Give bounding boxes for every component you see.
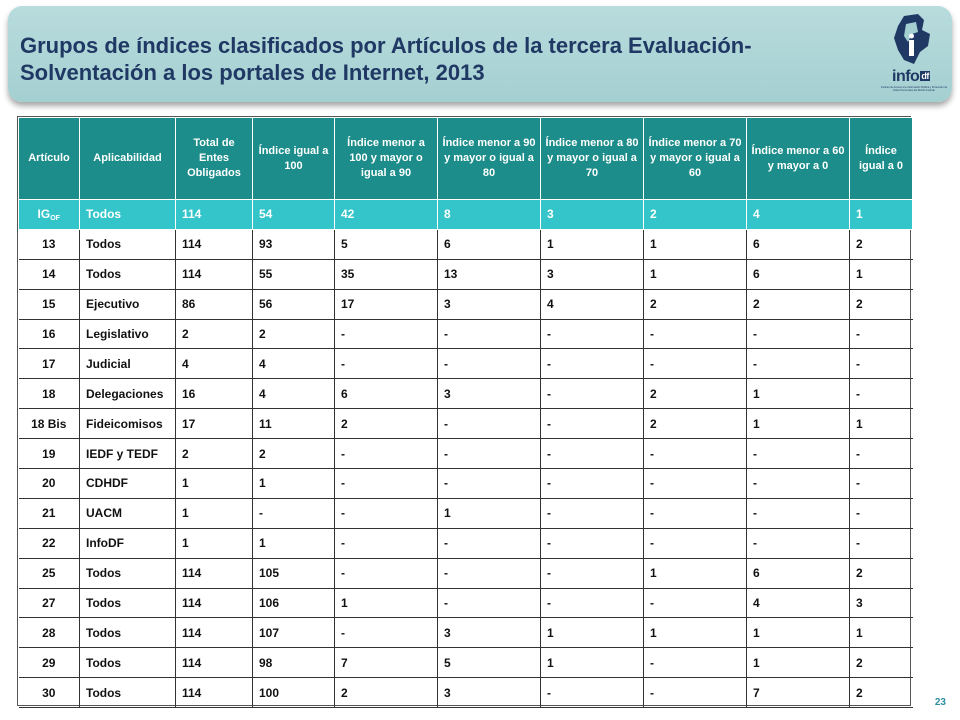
table-cell: 1 <box>438 498 541 528</box>
table-cell: Todos <box>80 618 176 648</box>
table-cell: 3 <box>541 259 644 289</box>
table-cell: - <box>253 498 335 528</box>
table-cell: 1 <box>850 618 913 648</box>
table-cell: 28 <box>19 618 80 648</box>
table-cell: 13 <box>19 229 80 259</box>
index-table <box>18 117 913 708</box>
table-cell: 2 <box>253 319 335 349</box>
table-cell: 17 <box>335 289 438 319</box>
table-header-row <box>19 118 913 200</box>
table-cell: - <box>850 379 913 409</box>
table-cell: 18 <box>19 379 80 409</box>
table-cell: - <box>541 469 644 499</box>
table-cell: 21 <box>19 498 80 528</box>
table-cell: - <box>541 439 644 469</box>
table-cell: 114 <box>176 200 253 230</box>
table-cell: - <box>850 349 913 379</box>
table-cell: 35 <box>335 259 438 289</box>
table-row <box>19 469 913 499</box>
table-cell: 11 <box>253 409 335 439</box>
table-cell: - <box>644 469 747 499</box>
table-cell: 5 <box>335 229 438 259</box>
table-cell: 2 <box>850 558 913 588</box>
table-cell: Judicial <box>80 349 176 379</box>
table-row <box>19 289 913 319</box>
table-cell: 1 <box>850 200 913 230</box>
logo-emblem-icon <box>874 12 950 72</box>
table-cell: - <box>850 469 913 499</box>
table-cell: - <box>541 319 644 349</box>
table-cell: - <box>335 349 438 379</box>
table-cell: 1 <box>850 409 913 439</box>
column-header: Total de Entes Obligados <box>176 118 253 200</box>
table-cell: 1 <box>747 379 850 409</box>
table-row <box>19 319 913 349</box>
table-cell: 114 <box>176 259 253 289</box>
table-cell: Todos <box>80 678 176 708</box>
table-cell: 27 <box>19 588 80 618</box>
table-cell: Todos <box>80 259 176 289</box>
table-cell: 6 <box>747 259 850 289</box>
table-cell: 15 <box>19 289 80 319</box>
table-cell: 114 <box>176 678 253 708</box>
table-cell: 42 <box>335 200 438 230</box>
table-cell: 1 <box>747 648 850 678</box>
table-cell: 2 <box>850 678 913 708</box>
table-cell: - <box>438 558 541 588</box>
table-cell: 3 <box>541 200 644 230</box>
table-cell: 4 <box>747 200 850 230</box>
table-cell: 29 <box>19 648 80 678</box>
table-cell: Todos <box>80 558 176 588</box>
table-cell: - <box>541 678 644 708</box>
table-cell: 114 <box>176 618 253 648</box>
table-cell: 1 <box>176 498 253 528</box>
column-header: Artículo <box>19 118 80 200</box>
table-cell: 2 <box>253 439 335 469</box>
table-cell: 7 <box>747 678 850 708</box>
table-cell: 13 <box>438 259 541 289</box>
table-cell: 1 <box>747 618 850 648</box>
table-cell: - <box>644 648 747 678</box>
table-cell: 17 <box>176 409 253 439</box>
column-header: Índice menor a 100 y mayor o igual a 90 <box>335 118 438 200</box>
table-cell: 3 <box>438 618 541 648</box>
table-cell: 2 <box>644 409 747 439</box>
table-cell: 2 <box>335 409 438 439</box>
table-cell: - <box>335 498 438 528</box>
table-cell: - <box>850 439 913 469</box>
table-row <box>19 379 913 409</box>
table-cell: CDHDF <box>80 469 176 499</box>
table-cell: 3 <box>850 588 913 618</box>
table-cell: 100 <box>253 678 335 708</box>
table-cell: - <box>644 678 747 708</box>
column-header: Índice menor a 80 y mayor o igual a 70 <box>541 118 644 200</box>
table-cell: 1 <box>253 469 335 499</box>
table-cell: 6 <box>335 379 438 409</box>
table-cell: - <box>541 498 644 528</box>
table-row <box>19 259 913 289</box>
column-header: Aplicabilidad <box>80 118 176 200</box>
table-cell: 1 <box>541 618 644 648</box>
table-row <box>19 558 913 588</box>
index-table-frame <box>17 116 911 706</box>
table-cell: 107 <box>253 618 335 648</box>
table-cell: Legislativo <box>80 319 176 349</box>
table-cell: Todos <box>80 588 176 618</box>
table-cell: - <box>541 588 644 618</box>
table-cell: 1 <box>541 648 644 678</box>
table-cell: - <box>644 588 747 618</box>
table-row <box>19 498 913 528</box>
table-cell: 56 <box>253 289 335 319</box>
table-cell: 14 <box>19 259 80 289</box>
column-header: Índice menor a 70 y mayor o igual a 60 <box>644 118 747 200</box>
table-cell: 1 <box>644 259 747 289</box>
table-cell: 3 <box>438 289 541 319</box>
table-cell: 5 <box>438 648 541 678</box>
table-cell: - <box>747 319 850 349</box>
table-cell: 1 <box>644 229 747 259</box>
table-cell: 1 <box>335 588 438 618</box>
table-cell: 106 <box>253 588 335 618</box>
table-cell: - <box>541 349 644 379</box>
page-number: 23 <box>934 697 946 708</box>
table-cell: 4 <box>253 349 335 379</box>
table-cell: - <box>644 498 747 528</box>
table-cell: 4 <box>747 588 850 618</box>
table-cell: UACM <box>80 498 176 528</box>
table-cell: - <box>335 558 438 588</box>
table-cell: - <box>335 618 438 648</box>
table-cell: Fideicomisos <box>80 409 176 439</box>
table-cell: - <box>850 498 913 528</box>
table-cell: 2 <box>747 289 850 319</box>
table-cell: - <box>541 558 644 588</box>
table-cell: - <box>541 379 644 409</box>
title-banner <box>8 6 952 102</box>
table-cell: 30 <box>19 678 80 708</box>
table-row <box>19 349 913 379</box>
table-cell: 22 <box>19 528 80 558</box>
table-cell: 54 <box>253 200 335 230</box>
table-cell: 1 <box>644 558 747 588</box>
table-cell: 2 <box>335 678 438 708</box>
column-header: Índice igual a 100 <box>253 118 335 200</box>
table-cell: 2 <box>850 648 913 678</box>
table-cell: - <box>747 528 850 558</box>
table-row <box>19 229 913 259</box>
table-cell: 114 <box>176 229 253 259</box>
table-cell: - <box>850 319 913 349</box>
table-cell: 3 <box>438 379 541 409</box>
infodf-logo <box>874 12 950 98</box>
table-cell: 6 <box>438 229 541 259</box>
table-cell: 1 <box>644 618 747 648</box>
table-cell: 1 <box>176 528 253 558</box>
table-cell: 16 <box>19 319 80 349</box>
table-cell: 1 <box>541 229 644 259</box>
summary-row <box>19 200 913 230</box>
table-cell: 6 <box>747 229 850 259</box>
column-header: Índice igual a 0 <box>850 118 913 200</box>
table-cell: $IG_{OF}$ <box>19 200 80 230</box>
table-cell: 4 <box>253 379 335 409</box>
table-cell: Todos <box>80 229 176 259</box>
table-row <box>19 439 913 469</box>
table-cell: 105 <box>253 558 335 588</box>
table-cell: Todos <box>80 200 176 230</box>
table-cell: - <box>541 528 644 558</box>
table-cell: 98 <box>253 648 335 678</box>
table-cell: 114 <box>176 648 253 678</box>
table-cell: - <box>335 439 438 469</box>
table-row <box>19 409 913 439</box>
table-cell: - <box>747 498 850 528</box>
table-cell: - <box>335 528 438 558</box>
table-cell: - <box>438 349 541 379</box>
table-row <box>19 618 913 648</box>
table-cell: 16 <box>176 379 253 409</box>
table-cell: - <box>644 528 747 558</box>
table-cell: InfoDF <box>80 528 176 558</box>
table-cell: 1 <box>253 528 335 558</box>
table-cell: 4 <box>541 289 644 319</box>
table-cell: Delegaciones <box>80 379 176 409</box>
table-cell: - <box>335 319 438 349</box>
table-cell: - <box>438 409 541 439</box>
table-cell: - <box>438 528 541 558</box>
table-cell: 2 <box>644 200 747 230</box>
table-row <box>19 648 913 678</box>
column-header: Índice menor a 60 y mayor a 0 <box>747 118 850 200</box>
table-cell: IEDF y TEDF <box>80 439 176 469</box>
table-cell: 2 <box>850 229 913 259</box>
table-cell: Todos <box>80 648 176 678</box>
table-cell: 1 <box>176 469 253 499</box>
table-row <box>19 678 913 708</box>
table-cell: - <box>747 469 850 499</box>
table-cell: 86 <box>176 289 253 319</box>
logo-caption: Instituto de Acceso a la Información Pública y Protección de Datos Personales del Distrito Federal <box>880 86 948 92</box>
table-cell: 114 <box>176 588 253 618</box>
table-cell: - <box>644 349 747 379</box>
table-cell: 8 <box>438 200 541 230</box>
table-cell: 3 <box>438 678 541 708</box>
table-cell: 4 <box>176 349 253 379</box>
table-cell: - <box>644 319 747 349</box>
table-cell: - <box>747 349 850 379</box>
table-cell: 2 <box>850 289 913 319</box>
table-cell: 2 <box>644 289 747 319</box>
table-cell: 1 <box>850 259 913 289</box>
table-row <box>19 588 913 618</box>
logo-wordmark: info df <box>892 68 929 85</box>
table-cell: - <box>541 409 644 439</box>
table-cell: 25 <box>19 558 80 588</box>
table-cell: 20 <box>19 469 80 499</box>
table-cell: - <box>747 439 850 469</box>
table-cell: Ejecutivo <box>80 289 176 319</box>
table-cell: - <box>644 439 747 469</box>
table-cell: - <box>438 469 541 499</box>
table-row <box>19 528 913 558</box>
table-cell: 55 <box>253 259 335 289</box>
table-cell: 2 <box>644 379 747 409</box>
table-cell: - <box>438 319 541 349</box>
page-title: Grupos de índices clasificados por Artículos de la tercera Evaluación-Solventación a los portales de Internet, 2013 <box>20 33 752 85</box>
table-cell: 2 <box>176 439 253 469</box>
table-cell: - <box>850 528 913 558</box>
table-cell: 2 <box>176 319 253 349</box>
table-cell: - <box>335 469 438 499</box>
table-cell: 18 Bis <box>19 409 80 439</box>
table-cell: 93 <box>253 229 335 259</box>
table-cell: 1 <box>747 409 850 439</box>
table-cell: - <box>438 439 541 469</box>
column-header: Índice menor a 90 y mayor o igual a 80 <box>438 118 541 200</box>
table-cell: 114 <box>176 558 253 588</box>
table-cell: - <box>438 588 541 618</box>
table-cell: 7 <box>335 648 438 678</box>
table-cell: 6 <box>747 558 850 588</box>
table-cell: 17 <box>19 349 80 379</box>
table-cell: 19 <box>19 439 80 469</box>
